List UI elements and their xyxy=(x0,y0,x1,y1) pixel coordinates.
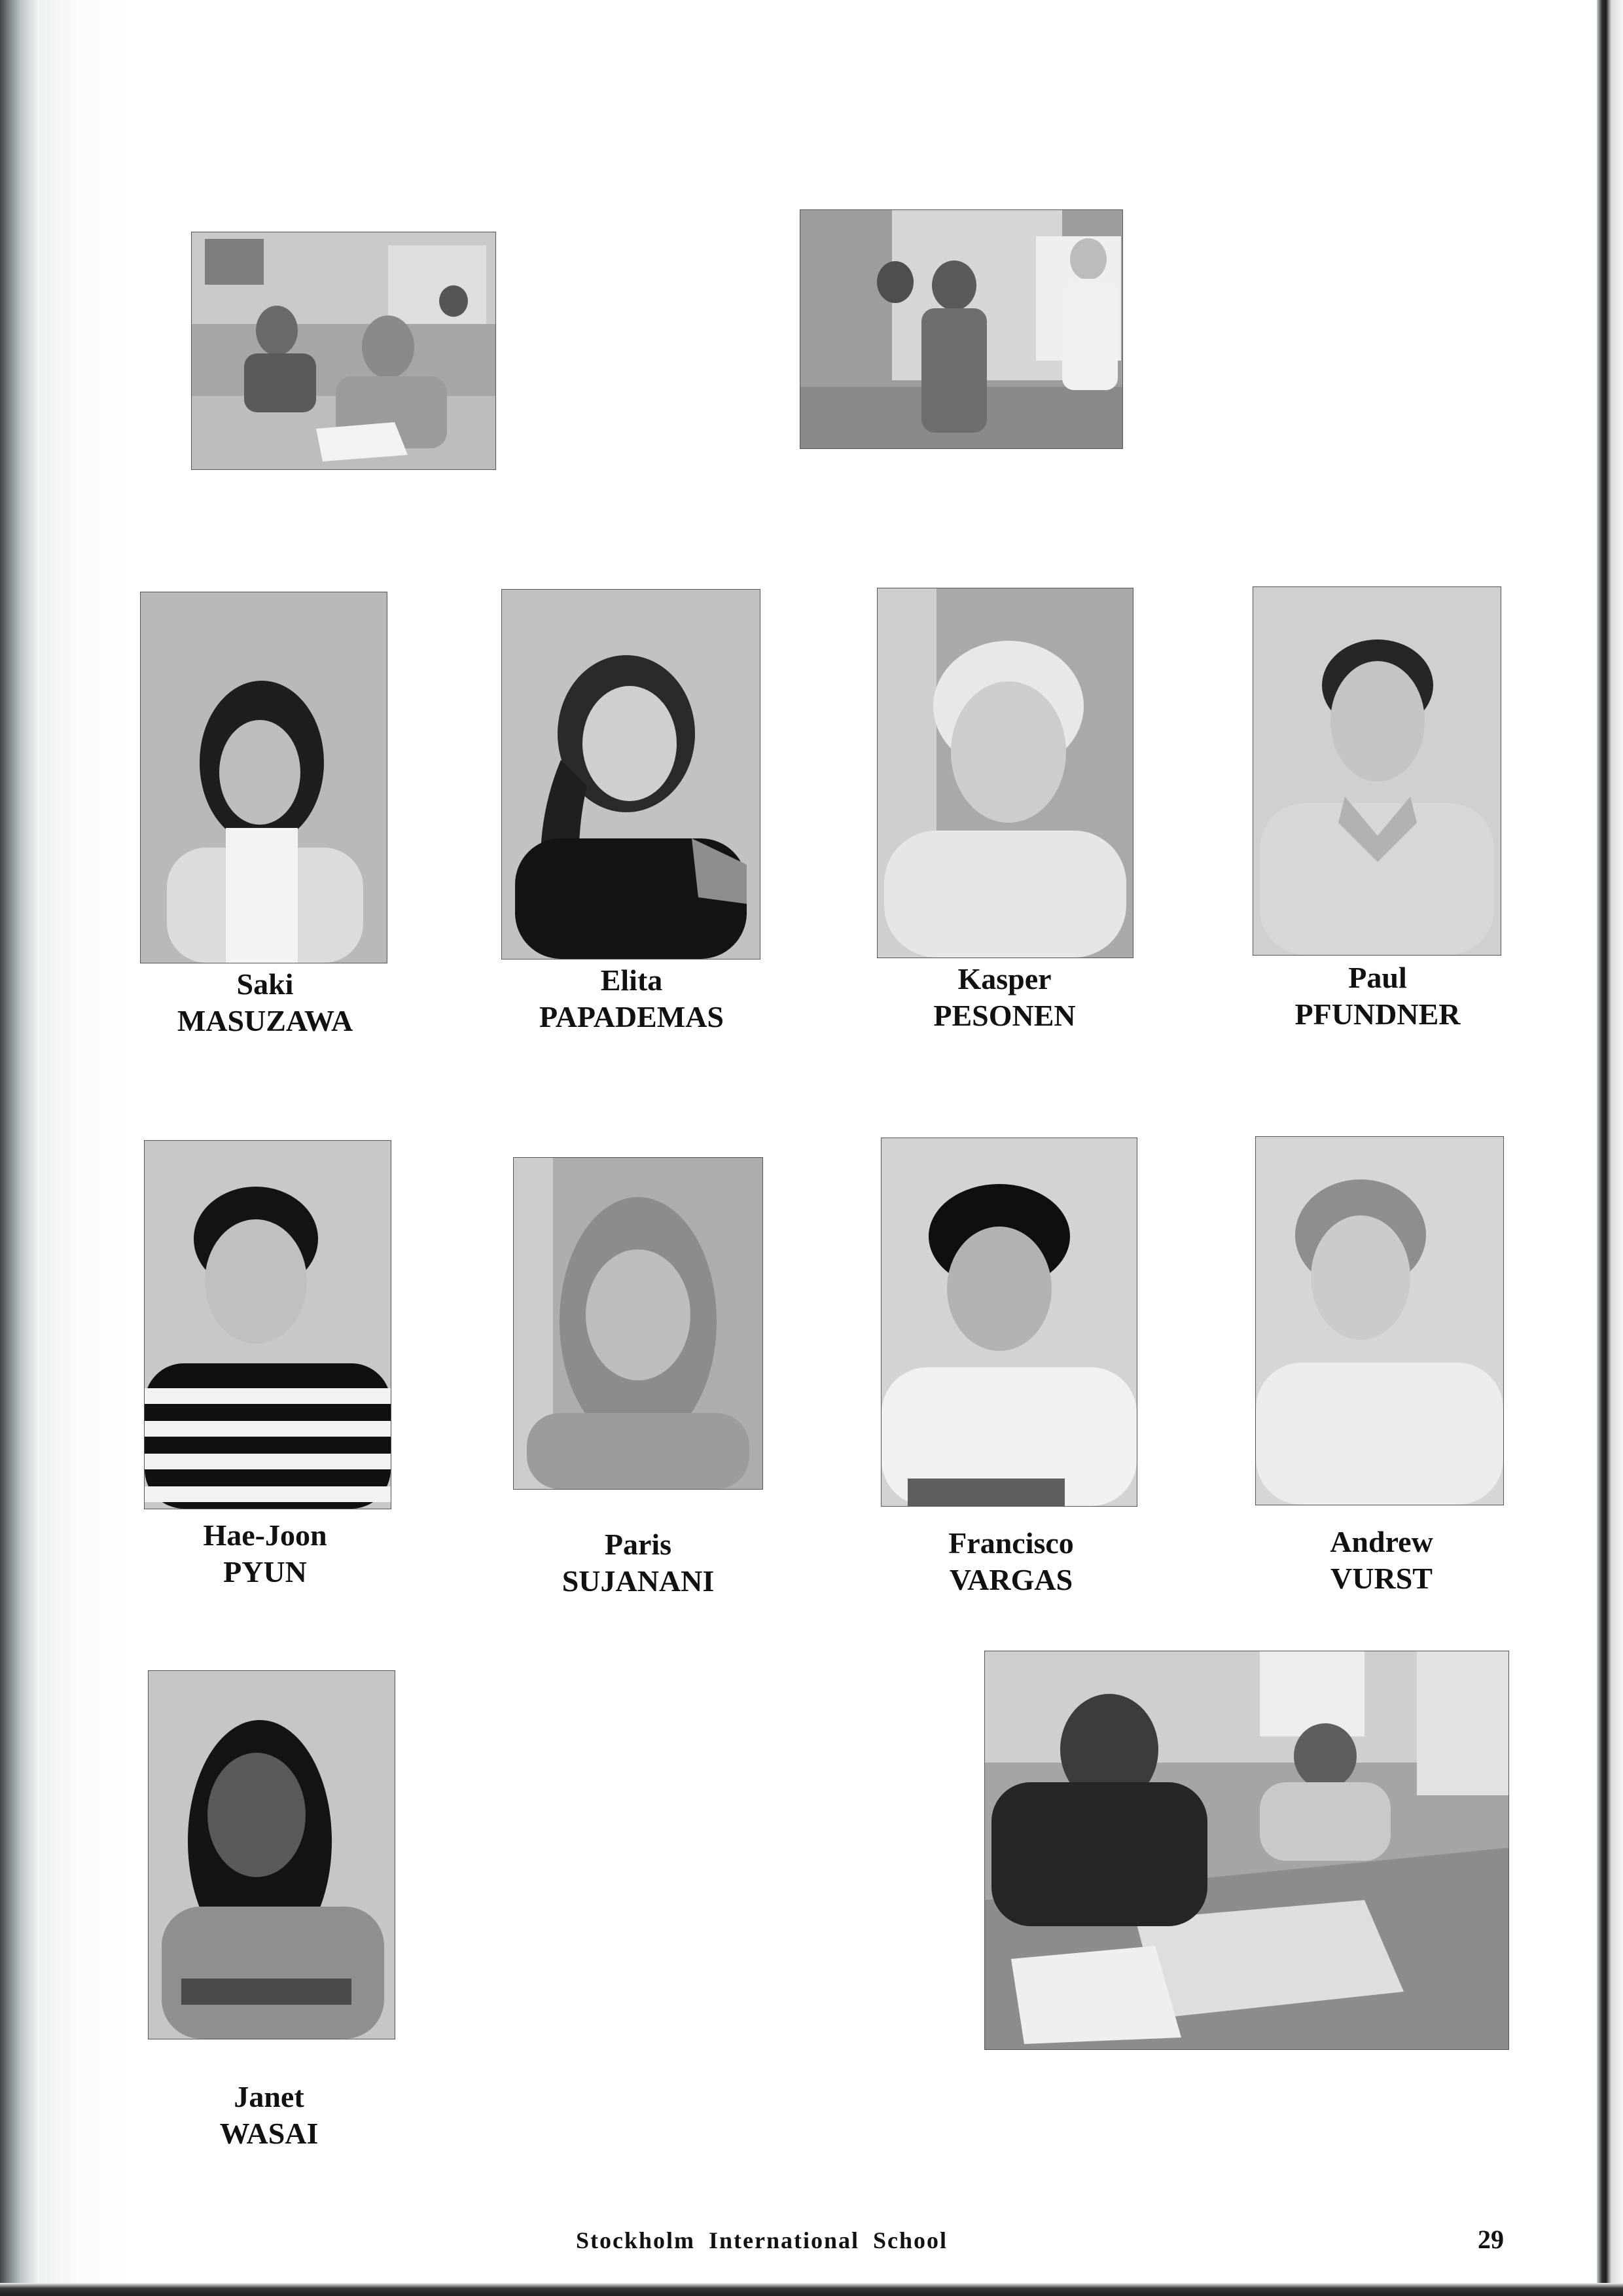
page-edge xyxy=(1597,0,1623,2296)
student-first-name: Janet xyxy=(234,2080,304,2113)
student-first-name: Hae-Joon xyxy=(203,1518,327,1552)
student-caption xyxy=(870,961,1139,1034)
portrait-photo xyxy=(501,589,760,960)
portrait-photo xyxy=(513,1157,763,1490)
student-last-name: PFUNDNER xyxy=(1294,997,1461,1031)
student-caption xyxy=(497,962,766,1035)
student-last-name: VARGAS xyxy=(949,1563,1073,1596)
student-caption xyxy=(1243,960,1512,1033)
student-last-name: PAPADEMAS xyxy=(539,1000,724,1033)
student-caption xyxy=(1247,1524,1516,1597)
student-first-name: Andrew xyxy=(1330,1525,1433,1558)
portrait-photo xyxy=(144,1140,391,1509)
student-caption xyxy=(131,1517,399,1590)
portrait-photo xyxy=(1255,1136,1504,1505)
student-first-name: Paris xyxy=(604,1528,672,1561)
classroom-photo-1 xyxy=(191,232,496,470)
classroom-photo-2 xyxy=(800,209,1123,449)
student-last-name: WASAI xyxy=(219,2117,319,2150)
student-first-name: Saki xyxy=(236,967,294,1001)
book-gutter xyxy=(0,0,39,2296)
student-first-name: Francisco xyxy=(948,1526,1074,1560)
student-last-name: SUJANANI xyxy=(562,1564,715,1598)
portrait-photo xyxy=(148,1670,395,2039)
student-first-name: Paul xyxy=(1348,961,1407,994)
footer-school-name: Stockholm International School xyxy=(576,2227,948,2253)
page-bottom-edge xyxy=(0,2283,1623,2296)
student-last-name: PYUN xyxy=(223,1555,307,1588)
student-first-name: Elita xyxy=(600,963,663,997)
classroom-photo-3 xyxy=(984,1651,1509,2050)
portrait-photo xyxy=(1253,586,1501,956)
student-caption xyxy=(135,2079,403,2152)
student-last-name: PESONEN xyxy=(933,999,1076,1032)
student-caption xyxy=(877,1525,1145,1598)
page-number: 29 xyxy=(1478,2225,1504,2254)
portrait-photo xyxy=(877,588,1133,958)
portrait-photo xyxy=(881,1138,1137,1507)
student-last-name: VURST xyxy=(1330,1562,1433,1595)
portrait-photo xyxy=(140,592,387,963)
student-caption xyxy=(131,966,399,1039)
student-caption xyxy=(504,1526,772,1600)
student-first-name: Kasper xyxy=(957,962,1052,996)
student-last-name: MASUZAWA xyxy=(177,1004,353,1037)
